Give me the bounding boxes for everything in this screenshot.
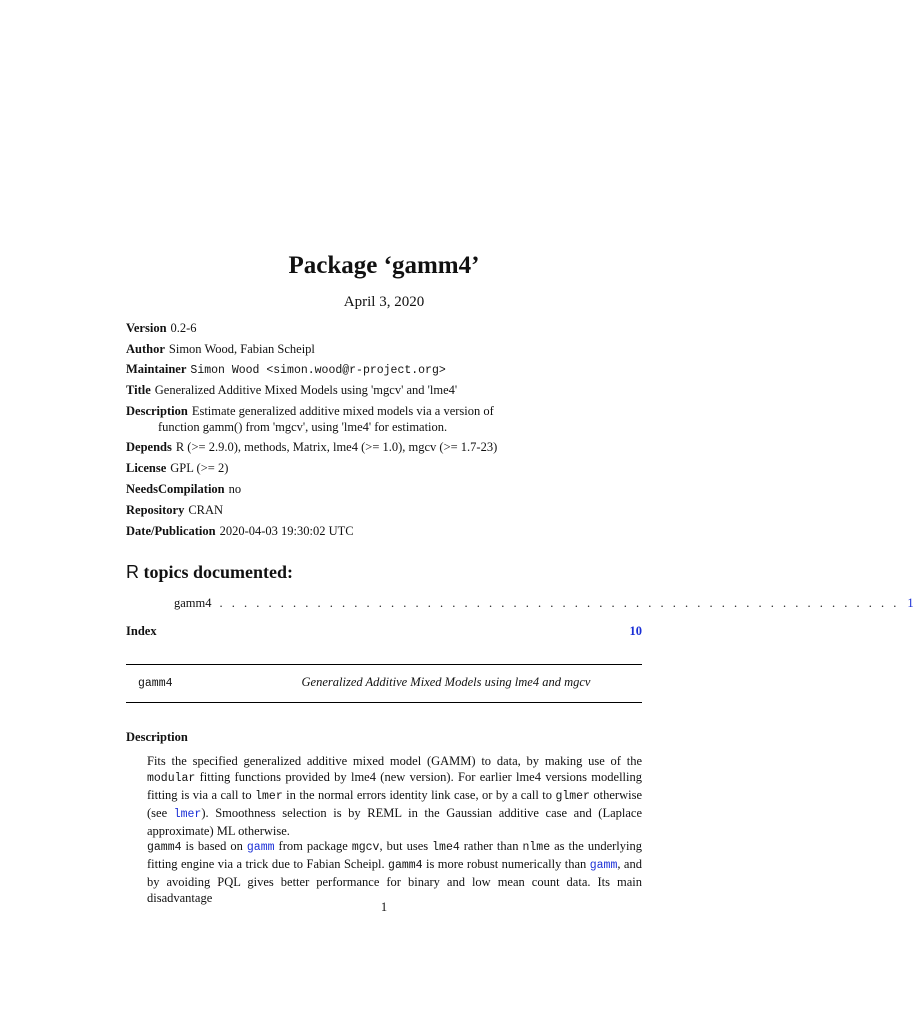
field-label: Repository <box>126 503 185 517</box>
index-page-link[interactable]: 10 <box>629 624 642 638</box>
code-run: glmer <box>555 790 590 803</box>
toc-item-page-link[interactable]: 1 <box>907 596 914 610</box>
text-run: as the underlying fitting engine via a trick due to Fabian Scheipl. <box>147 839 642 871</box>
field-label: Date/Publication <box>126 524 216 538</box>
code-run: mgcv <box>351 841 380 854</box>
header-rule-bottom <box>126 702 642 703</box>
text-run: , and by avoiding PQL gives better performance for binary and low mean count data. Its main disadvantage <box>147 857 642 905</box>
field-label: Depends <box>126 440 172 454</box>
toc-leader-dots: . . . . . . . . . . . . . . . . . . . . . . . . . . . . . . . . . . . . . . . . . . . . . . . . . . . . . . . . <box>219 596 900 610</box>
field-value-continued: function gamm() from 'mgcv', using 'lme4' for estimation. <box>158 420 448 434</box>
field-label: Maintainer <box>126 362 187 376</box>
text-run: is based on <box>181 839 247 853</box>
field-value: 2020-04-03 19:30:02 UTC <box>219 524 354 538</box>
details-paragraph <box>147 838 642 906</box>
text-run: fitting functions provided by lme4 (new version). For earlier lme4 versions modelling fitting is via a call to <box>147 770 642 802</box>
field-value: CRAN <box>188 503 224 517</box>
text-run: is more robust numerically than <box>422 857 590 871</box>
field-value: 0.2-6 <box>170 321 197 335</box>
author-row <box>126 341 646 357</box>
text-run: ). Smoothness selection is by REML in the Gaussian additive case and (Laplace approximate) ML otherwise. <box>147 806 643 838</box>
text-run: in the normal errors identity link case, or by a call to <box>282 788 556 802</box>
depends-row <box>126 439 646 455</box>
version-row <box>126 320 646 336</box>
field-label: Author <box>126 342 165 356</box>
field-label: Title <box>126 383 151 397</box>
license-row <box>126 460 646 476</box>
needs-compilation-row <box>126 481 646 497</box>
topics-heading-text: topics documented: <box>143 562 293 582</box>
field-label: Version <box>126 321 167 335</box>
description-row <box>126 403 646 435</box>
entry-header-title: Generalized Additive Mixed Models using lme4 and mgcv <box>301 675 591 689</box>
field-value: GPL (>= 2) <box>170 461 229 475</box>
field-label: Description <box>126 404 188 418</box>
entry-header-name: gamm4 <box>138 677 173 690</box>
field-label: License <box>126 461 167 475</box>
text-run: rather than <box>459 839 523 853</box>
field-value: Simon Wood <simon.wood@r-project.org> <box>190 364 446 377</box>
field-value: no <box>228 482 242 496</box>
index-label: Index <box>126 624 157 638</box>
page-number: 1 <box>380 900 388 914</box>
gamm-link[interactable]: gamm <box>246 841 275 854</box>
code-run: modular <box>147 772 196 785</box>
header-rule-top <box>126 664 642 665</box>
text-run: otherwise (see <box>147 788 643 820</box>
gamm-link[interactable]: gamm <box>589 859 618 872</box>
code-run: gamm4 <box>147 841 182 854</box>
index-entry[interactable] <box>126 624 642 639</box>
text-run: Fits the specified generalized additive mixed model (GAMM) to data, by making use of the <box>147 754 642 768</box>
code-run: gamm4 <box>388 859 423 872</box>
topics-heading-r: R <box>126 562 139 582</box>
topics-heading <box>126 562 293 583</box>
field-value: Simon Wood, Fabian Scheipl <box>168 342 315 356</box>
repository-row <box>126 502 646 518</box>
text-run: , but uses <box>379 839 433 853</box>
field-value: Generalized Additive Mixed Models using 'mgcv' and 'lme4' <box>154 383 458 397</box>
date-publication-row <box>126 523 646 539</box>
lmer-link[interactable]: lmer <box>173 808 202 821</box>
title-row <box>126 382 646 398</box>
description-paragraph <box>147 753 642 839</box>
text-run: from package <box>274 839 352 853</box>
page-title: Package ‘gamm4’ <box>288 252 480 279</box>
code-run: lme4 <box>432 841 460 854</box>
maintainer-row <box>126 361 646 379</box>
code-run: lmer <box>255 790 283 803</box>
field-value: Estimate generalized additive mixed models via a version of <box>191 404 494 418</box>
field-label: NeedsCompilation <box>126 482 225 496</box>
code-run: nlme <box>522 841 551 854</box>
toc-item-name: gamm4 <box>174 596 212 610</box>
toc-item[interactable] <box>174 596 914 611</box>
field-value: R (>= 2.9.0), methods, Matrix, lme4 (>= 1.0), mgcv (>= 1.7-23) <box>175 440 498 454</box>
publication-date: April 3, 2020 <box>343 294 425 310</box>
section-heading: Description <box>126 730 188 744</box>
